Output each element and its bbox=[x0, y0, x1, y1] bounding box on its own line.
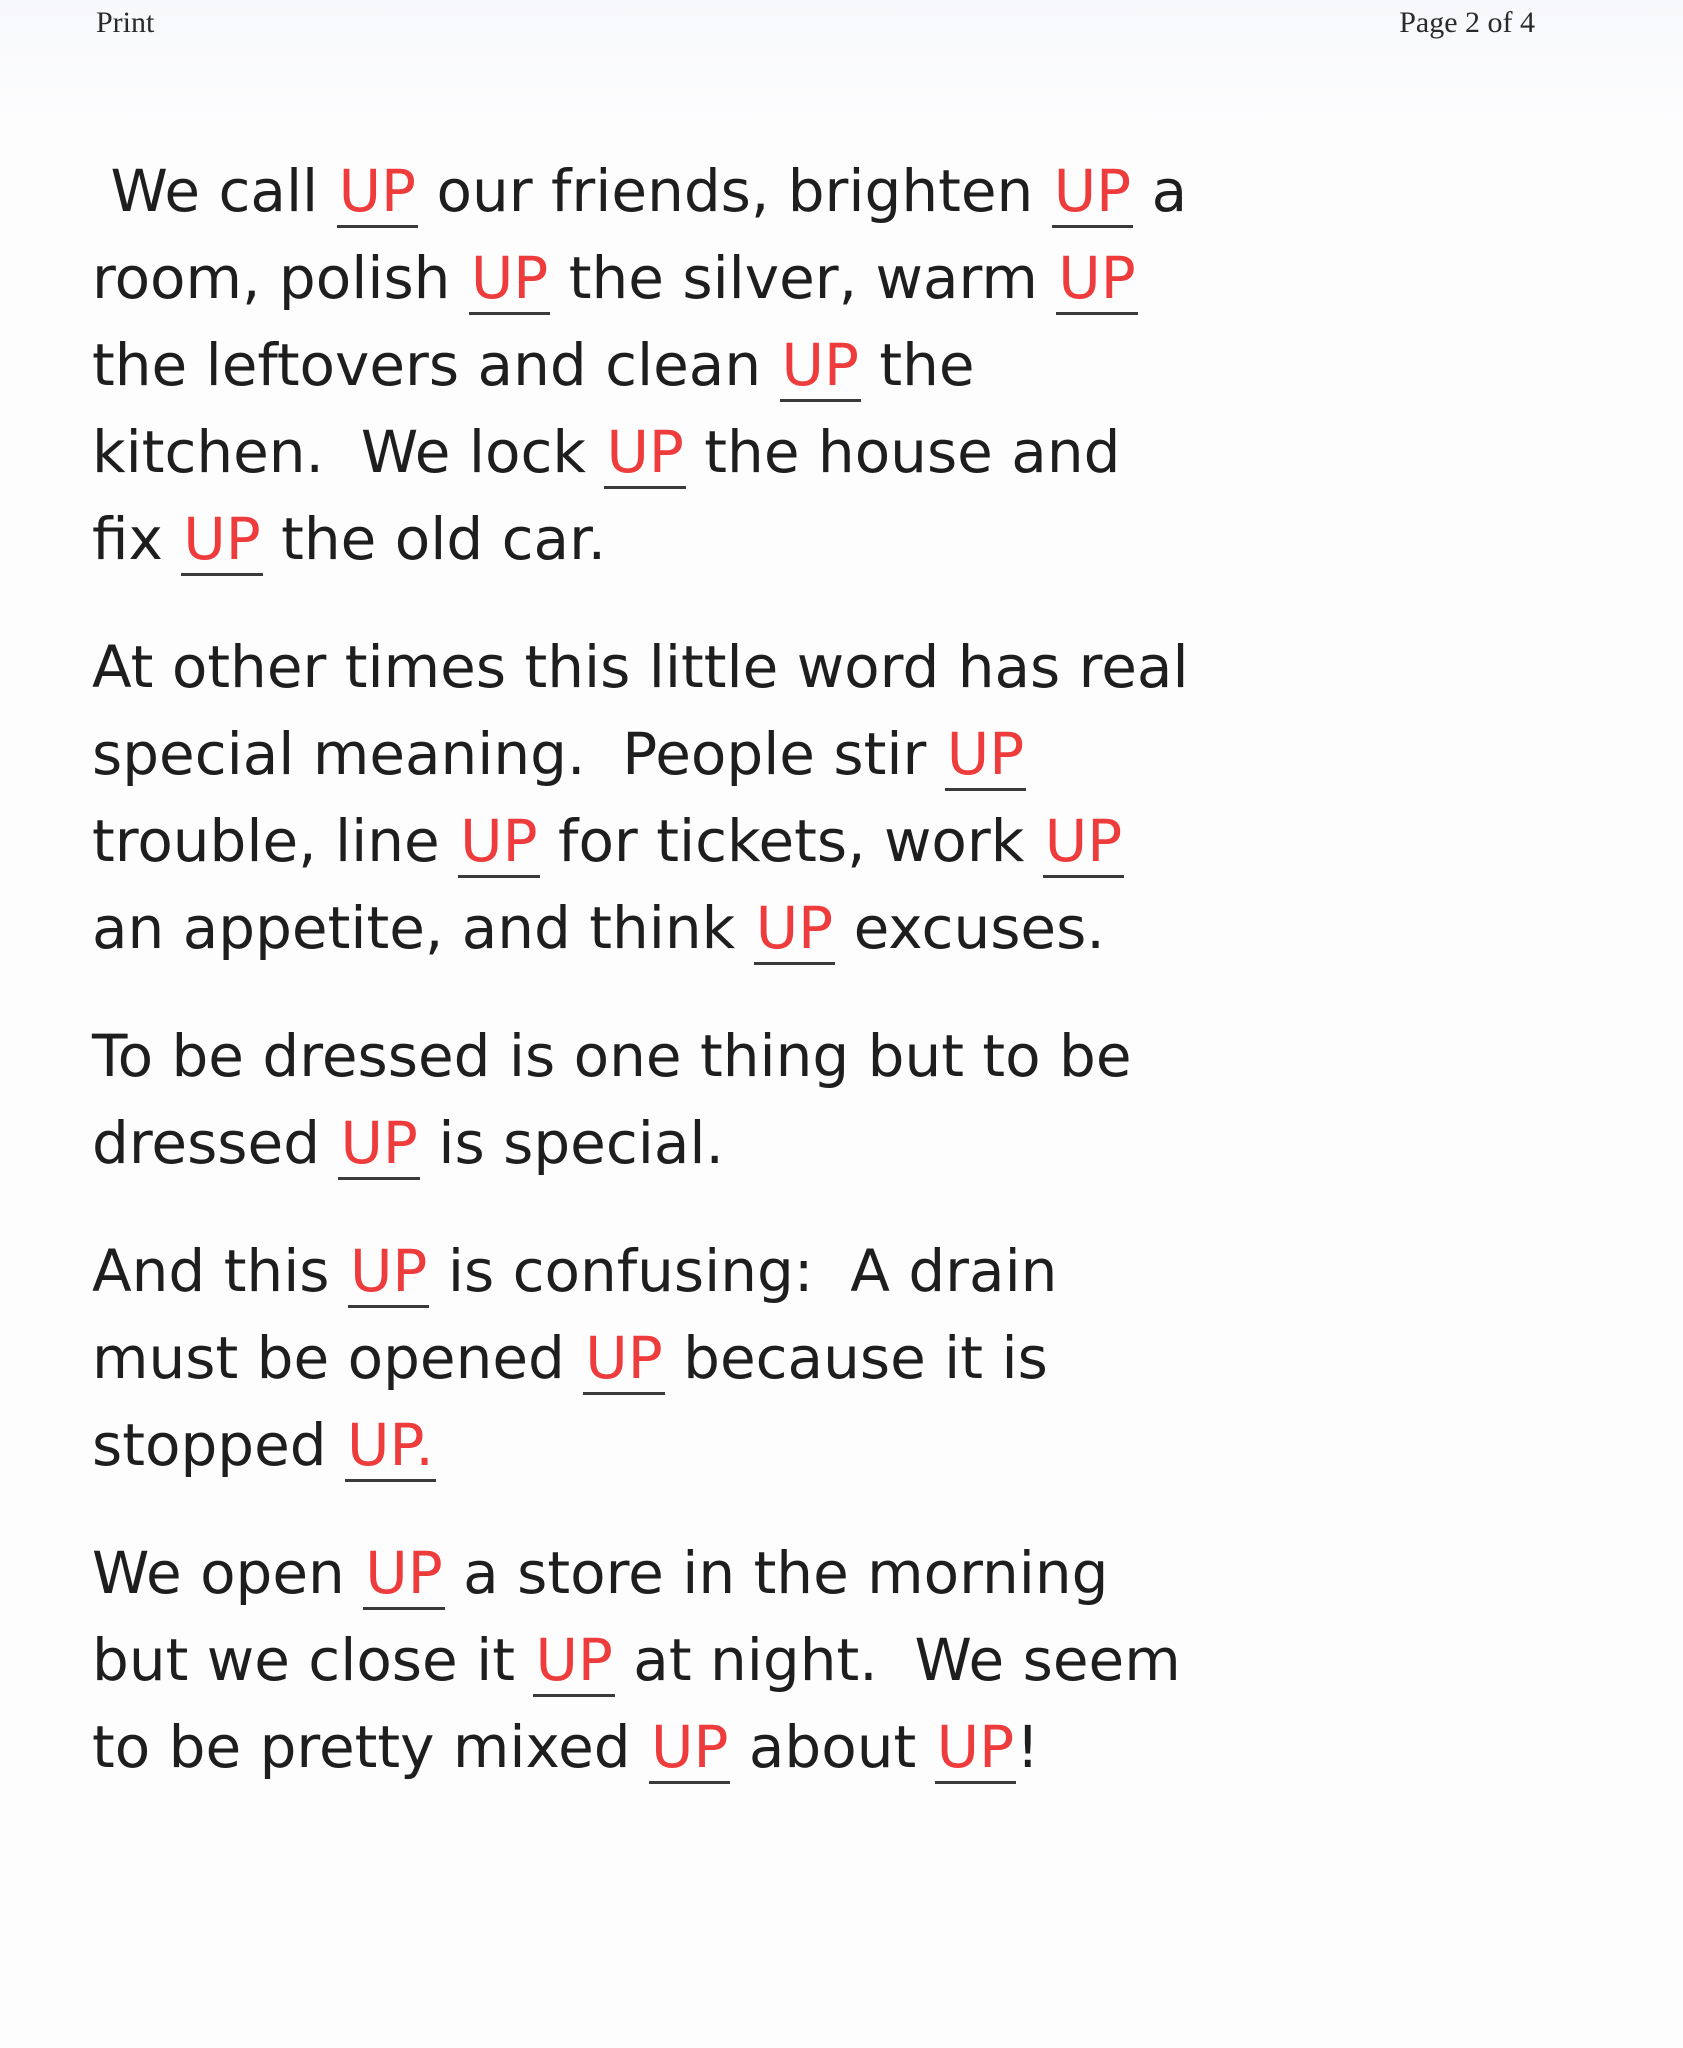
highlighted-word-up: UP bbox=[363, 1539, 444, 1610]
highlighted-word-up: UP bbox=[469, 244, 550, 315]
highlighted-word-up: UP bbox=[337, 157, 418, 228]
text-fragment: the silver, warm bbox=[550, 244, 1057, 312]
highlighted-word-up: UP bbox=[181, 505, 262, 576]
document-body bbox=[92, 148, 1207, 1832]
highlighted-word-up: UP bbox=[533, 1626, 614, 1697]
highlighted-word-up: UP bbox=[780, 331, 861, 402]
highlighted-word-up: UP bbox=[649, 1713, 730, 1784]
text-fragment: To be dressed is one thing but to be dressed bbox=[92, 1022, 1150, 1177]
text-fragment: We open bbox=[92, 1539, 364, 1607]
paragraph-4 bbox=[92, 1228, 1192, 1489]
paragraph-2 bbox=[92, 624, 1207, 972]
text-fragment: our friends, brighten bbox=[418, 157, 1052, 225]
highlighted-word-up: UP bbox=[935, 1713, 1016, 1784]
paragraph-5 bbox=[92, 1530, 1200, 1791]
text-fragment: because it is stopped bbox=[92, 1324, 1067, 1479]
highlighted-word-up: UP bbox=[458, 807, 539, 878]
highlighted-word-up: UP bbox=[338, 1109, 419, 1180]
highlighted-word-up: UP bbox=[754, 894, 835, 965]
paragraph-3 bbox=[92, 1013, 1192, 1187]
highlighted-word-up: UP bbox=[583, 1324, 664, 1395]
text-fragment: excuses. bbox=[835, 894, 1105, 962]
text-fragment: an appetite, and think bbox=[92, 807, 1143, 962]
text-fragment: for tickets, work bbox=[539, 807, 1043, 875]
highlighted-word-up: UP. bbox=[345, 1411, 436, 1482]
text-fragment: the kitchen. We lock bbox=[92, 331, 994, 486]
text-fragment: the house and fix bbox=[92, 418, 1139, 573]
paragraph-1 bbox=[92, 148, 1206, 583]
highlighted-word-up: UP bbox=[348, 1237, 429, 1308]
text-fragment: trouble, line bbox=[92, 720, 1045, 875]
text-fragment: the old car. bbox=[262, 505, 607, 573]
text-fragment: ! bbox=[1016, 1713, 1040, 1781]
print-header bbox=[96, 6, 1535, 46]
text-fragment: is special. bbox=[419, 1109, 724, 1177]
text-fragment: a store in the morning but we close it bbox=[92, 1539, 1127, 1694]
text-fragment: a room, polish bbox=[92, 157, 1206, 312]
highlighted-word-up: UP bbox=[1052, 157, 1133, 228]
highlighted-word-up: UP bbox=[945, 720, 1026, 791]
text-fragment: At other times this little word has real special meaning. People stir bbox=[92, 633, 1207, 788]
header-print-label: Print bbox=[96, 6, 155, 39]
text-fragment: is confusing: A drain must be opened bbox=[92, 1237, 1076, 1392]
text-fragment: the leftovers and clean bbox=[92, 244, 1157, 399]
highlighted-word-up: UP bbox=[1056, 244, 1137, 315]
text-fragment: We call bbox=[92, 157, 337, 225]
text-fragment: at night. We seem to be pretty mixed bbox=[92, 1626, 1200, 1781]
text-fragment: And this bbox=[92, 1237, 348, 1305]
text-fragment: about bbox=[730, 1713, 935, 1781]
highlighted-word-up: UP bbox=[1043, 807, 1124, 878]
highlighted-word-up: UP bbox=[604, 418, 685, 489]
header-page-number: Page 2 of 4 bbox=[1399, 6, 1535, 39]
